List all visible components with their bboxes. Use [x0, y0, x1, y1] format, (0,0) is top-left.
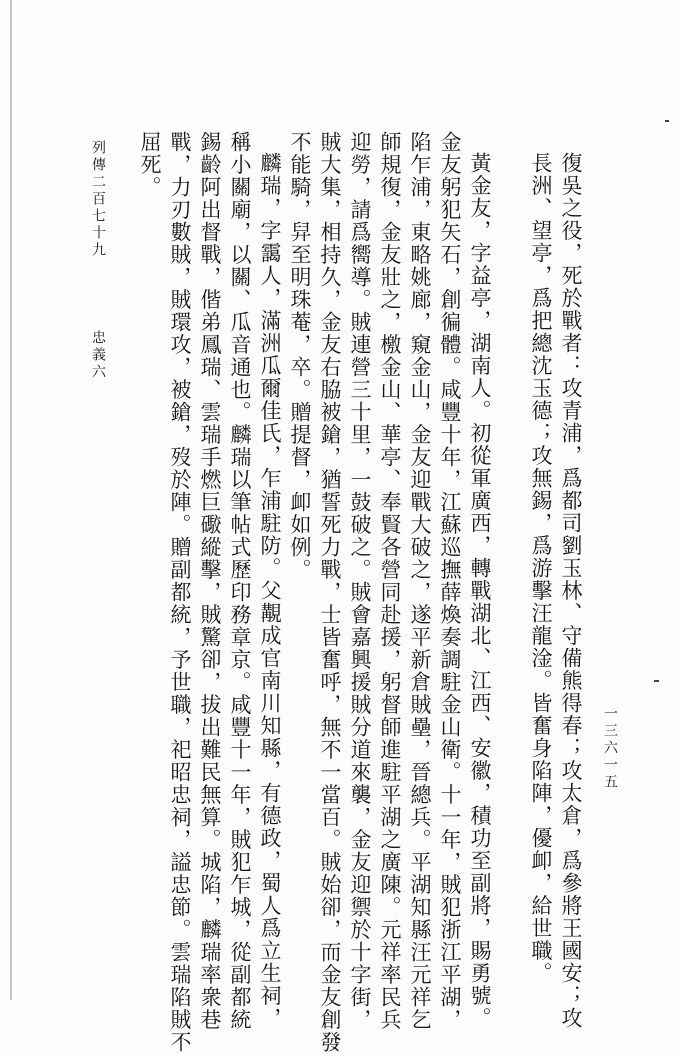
text-column-10: 麟瑞，字靄人，滿洲瓜爾佳氏，乍浦駐防。父覯成官南川知縣，有德政，蜀人爲立生祠，: [258, 152, 282, 1030]
running-head-chapter: 列傳二百七十九: [90, 140, 106, 259]
scan-edge-rule: [10, 0, 12, 1000]
page-folio: 一三六一五: [602, 706, 618, 791]
scan-speck: [665, 120, 669, 122]
running-head-section: 忠義六: [90, 330, 106, 381]
text-column-1: 復吳之役，死於戰者：攻青浦，爲都司劉玉林、守備熊得春；攻太倉，爲參將王國安；攻: [559, 152, 583, 1030]
text-column-4: 金友躬犯矢石，創徧體。咸豐十年，江蘇巡撫薛煥奏調駐金山衛。十一年，賊犯浙江平湖，: [438, 131, 462, 1031]
text-column-13: 戰，力刃數賊，賊環攻，被鎗，歿於陣。贈副都統，予世職，祀昭忠祠，謚忠節。雲瑞陷賊不: [168, 131, 192, 1054]
text-column-3: 黃金友，字益亭，湖南人。初從軍廣西，轉戰湖北、江西、安徽，積功至副將，賜勇號。: [468, 152, 492, 1030]
text-column-9: 不能騎，舁至明珠菴，卒。贈提督，卹如例。: [288, 131, 312, 581]
text-column-14: 屈死。: [138, 131, 162, 199]
text-column-8: 賊大集，相持久，金友右脇被鎗，猶誓死力戰，士皆奮呼，無不一當百。賊始卻，而金友創發: [318, 131, 342, 1054]
text-column-11: 稱小關廟，以關、瓜音通也。麟瑞以筆帖式歷印務章京。咸豐十一年，賊犯乍城，從副都統: [228, 131, 252, 1031]
text-column-7: 迎勞，請爲嚮導。賊連營三十里，一鼓破之。賊會嘉興援賊分道來襲，金友迎禦於十字街，: [348, 131, 372, 1031]
text-column-6: 師規復，金友壯之，檄金山、華亭、奉賢各營同赴援，躬督師進駐平湖之廣陳。元祥率民兵: [378, 131, 402, 1031]
text-column-2: 長洲、望亭，爲把總沈玉德；攻無錫，爲游擊汪龍淦。皆奮身陷陣，優卹，給世職。: [529, 152, 553, 985]
scan-speck: [654, 680, 659, 682]
text-column-5: 陷乍浦，東略姚廊，窺金山，金友迎戰大破之，遂平新倉賊壘，晉總兵。平湖知縣汪元祥乞: [408, 131, 432, 1031]
text-column-12: 錫齡阿出督戰，偕弟鳳瑞、雲瑞手燃巨礮縱擊，賊驚卻，拔出難民無算。城陷，麟瑞率衆巷: [198, 131, 222, 1031]
